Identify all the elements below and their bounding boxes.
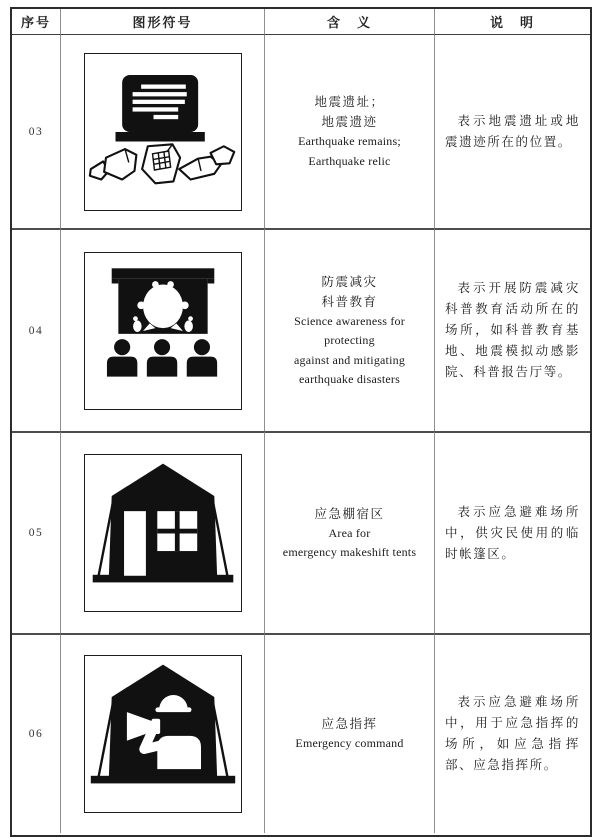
row-04-number: 04: [12, 228, 60, 431]
meaning-line: Emergency command: [295, 736, 404, 751]
description-text: 表示地震遗址或地震遗迹所在的位置。: [445, 113, 580, 149]
header-col-note: 说 明: [434, 9, 590, 34]
meaning-line: Earthquake relic: [308, 153, 391, 168]
row-04-meaning: [264, 228, 434, 431]
earthquake-relic-icon: [87, 56, 239, 208]
row-04-symbol-box: [84, 252, 242, 410]
row-03-symbol-cell: [60, 34, 264, 228]
header-col-symbol: 图形符号: [60, 9, 264, 34]
meaning-line: 地震遗址；: [314, 95, 385, 109]
emergency-tent-area-icon: [87, 457, 239, 609]
symbols-table: [10, 7, 592, 837]
science-education-icon: [87, 255, 239, 407]
row-06-description: [434, 633, 590, 833]
meaning-line: Science awareness for protecting: [294, 313, 405, 347]
row-06-symbol-cell: [60, 633, 264, 833]
row-03-meaning: [264, 34, 434, 228]
meaning-line: Area for: [328, 525, 371, 540]
row-06-meaning: [264, 633, 434, 833]
row-04-symbol-cell: [60, 228, 264, 431]
meaning-line: emergency makeshift tents: [282, 545, 417, 559]
meaning-line: Earthquake remains;: [298, 134, 401, 148]
row-06-symbol-box: [84, 655, 242, 813]
emergency-command-icon: [87, 658, 239, 810]
header-col-no: 序号: [20, 15, 51, 30]
header-col-meaning: 含 义: [264, 9, 434, 34]
row-04-description: [434, 228, 590, 431]
description-text: 表示应急避难场所中，供灾民使用的临时帐篷区。: [445, 504, 580, 561]
row-05-meaning: [264, 431, 434, 633]
row-03-number: 03: [12, 34, 60, 228]
description-text: 表示应急避难场所中，用于应急指挥的场所，如应急指挥部、应急指挥所。: [445, 695, 580, 772]
meaning-line: 应急指挥: [321, 717, 378, 732]
meaning-line: earthquake disasters: [299, 372, 400, 386]
meaning-line: against and mitigating: [293, 352, 406, 367]
description-text: 表示开展防震减灾科普教育活动所在的场所，如科普教育基地、地震模拟动感影院、科普报告厅等。: [445, 281, 580, 379]
row-03-symbol-box: [84, 53, 242, 211]
row-05-symbol-cell: [60, 431, 264, 633]
meaning-line: 防震减灾: [321, 274, 378, 289]
meaning-line: 应急棚宿区: [314, 506, 385, 521]
meaning-line: 地震遗迹: [321, 115, 378, 129]
row-06-number: 06: [12, 633, 60, 833]
row-05-description: [434, 431, 590, 633]
meaning-line: 科普教育: [321, 294, 378, 309]
row-05-symbol-box: [84, 454, 242, 612]
row-05-number: 05: [12, 431, 60, 633]
row-03-description: [434, 34, 590, 228]
